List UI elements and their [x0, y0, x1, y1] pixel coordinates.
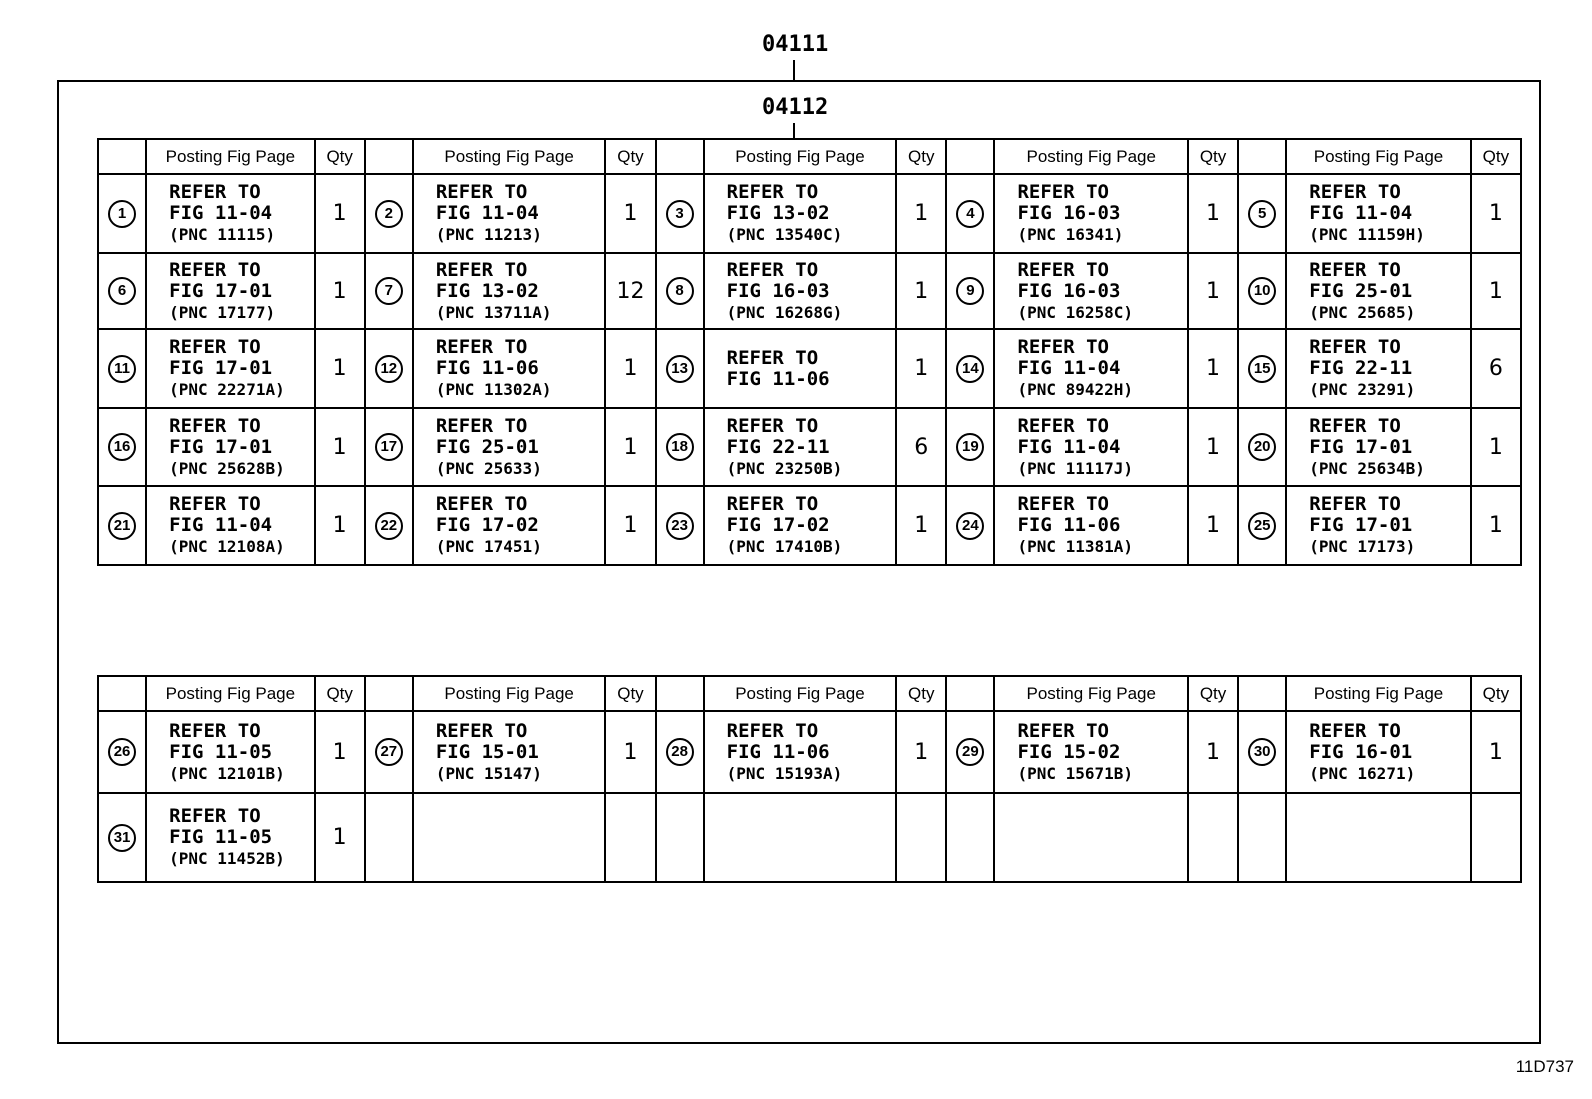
callout-cell [946, 329, 994, 408]
refer-to-text: REFER TO [726, 258, 819, 281]
callout-cell [98, 408, 146, 486]
callout-number: 13 [666, 355, 694, 383]
refer-to-text: REFER TO [169, 336, 261, 358]
qty-cell: 1 [1188, 174, 1238, 253]
pnc-text: (PNC 23291) [1309, 380, 1416, 399]
fig-page-text: FIG 15-01 [435, 740, 539, 763]
qty-cell [1471, 793, 1521, 882]
posting-fig-page-cell [994, 408, 1188, 486]
callout-number: 15 [1248, 355, 1276, 383]
header-qty: Qty [1471, 139, 1521, 174]
callout-number: 7 [375, 277, 403, 305]
refer-to-text: REFER TO [1309, 719, 1401, 742]
qty-cell: 1 [1471, 253, 1521, 329]
callout-number: 1 [108, 200, 136, 228]
header-posting-fig-page: Posting Fig Page [146, 676, 314, 711]
qty-cell: 1 [315, 253, 365, 329]
refer-to-text: REFER TO [435, 181, 528, 203]
posting-fig-page-cell [1286, 408, 1471, 486]
fig-page-text: FIG 11-05 [169, 740, 273, 763]
refer-to-text: REFER TO [1017, 719, 1109, 742]
callout-cell [946, 711, 994, 793]
callout-number: 2 [375, 200, 403, 228]
diagram-code: 11D737 [1515, 1057, 1574, 1076]
callout-cell [1238, 793, 1286, 882]
callout-cell [365, 793, 413, 882]
qty-cell: 1 [315, 329, 365, 408]
refer-to-text: REFER TO [1309, 414, 1401, 437]
callout-cell [98, 793, 146, 882]
callout-number: 14 [956, 355, 984, 383]
qty-cell: 1 [605, 408, 655, 486]
fig-page-text: FIG 13-02 [435, 279, 539, 302]
posting-fig-page-cell [1286, 329, 1471, 408]
callout-cell [98, 711, 146, 793]
callout-cell [656, 174, 704, 253]
posting-fig-page-cell [146, 711, 314, 793]
header-row [98, 139, 1521, 174]
posting-fig-page-cell [994, 329, 1188, 408]
header-qty: Qty [605, 139, 655, 174]
callout-number: 6 [108, 277, 136, 305]
callout-number: 12 [375, 355, 403, 383]
callout-number: 19 [956, 433, 984, 461]
fig-page-text: FIG 17-02 [726, 514, 830, 536]
qty-cell: 1 [605, 486, 655, 565]
fig-page-text: FIG 11-06 [726, 740, 830, 763]
fig-page-text: FIG 17-01 [169, 279, 273, 302]
pnc-text: (PNC 16341) [1017, 225, 1124, 244]
callout-number: 8 [666, 277, 694, 305]
header-blank [656, 676, 704, 711]
refer-to-text: REFER TO [169, 493, 261, 515]
header-posting-fig-page: Posting Fig Page [704, 139, 897, 174]
posting-fig-page-cell [146, 408, 314, 486]
callout-cell [98, 253, 146, 329]
callout-number: 16 [108, 433, 136, 461]
assembly-code-04111: 04111 [762, 32, 829, 57]
refer-to-text: REFER TO [1017, 493, 1109, 515]
posting-fig-page-cell [413, 711, 606, 793]
callout-number: 24 [956, 512, 984, 540]
refer-to-text: REFER TO [435, 258, 528, 281]
refer-to-text: REFER TO [1017, 258, 1109, 281]
posting-fig-page-cell [1286, 253, 1471, 329]
refer-to-text: REFER TO [1309, 493, 1401, 515]
fig-page-text: FIG 15-02 [1017, 740, 1121, 763]
qty-cell [896, 793, 946, 882]
header-qty: Qty [896, 676, 946, 711]
callout-cell [98, 174, 146, 253]
pnc-text: (PNC 11381A) [1017, 537, 1134, 556]
qty-cell: 1 [896, 486, 946, 565]
header-qty: Qty [315, 676, 365, 711]
pnc-text: (PNC 16268G) [726, 302, 843, 322]
callout-number: 3 [666, 200, 694, 228]
reference-table-1 [97, 138, 1522, 566]
posting-fig-page-cell [704, 408, 897, 486]
posting-fig-page-cell [1286, 711, 1471, 793]
fig-page-text: FIG 25-01 [435, 435, 539, 458]
header-posting-fig-page: Posting Fig Page [994, 676, 1188, 711]
callout-cell [1238, 329, 1286, 408]
assembly-code-04112: 04112 [762, 95, 829, 120]
qty-cell: 1 [1471, 174, 1521, 253]
pnc-text: (PNC 11117J) [1017, 458, 1134, 478]
callout-number: 29 [956, 738, 984, 766]
callout-number: 21 [108, 512, 136, 540]
qty-cell [605, 793, 655, 882]
fig-page-text: FIG 17-01 [169, 357, 273, 379]
posting-fig-page-cell [704, 174, 897, 253]
posting-fig-page-cell [994, 486, 1188, 565]
qty-cell: 1 [1188, 408, 1238, 486]
header-qty: Qty [1188, 139, 1238, 174]
header-posting-fig-page: Posting Fig Page [146, 139, 314, 174]
qty-cell: 1 [896, 711, 946, 793]
posting-fig-page-cell [704, 253, 897, 329]
callout-cell [656, 793, 704, 882]
posting-fig-page-cell [704, 329, 897, 408]
pnc-text: (PNC 17451) [435, 537, 542, 556]
posting-fig-page-cell [704, 486, 897, 565]
posting-fig-page-cell [994, 793, 1188, 882]
fig-page-text: FIG 25-01 [1309, 279, 1413, 302]
qty-cell: 12 [605, 253, 655, 329]
table-row [98, 711, 1521, 793]
fig-page-text: FIG 11-06 [435, 357, 539, 379]
callout-number: 20 [1248, 433, 1276, 461]
callout-number: 4 [956, 200, 984, 228]
pnc-text: (PNC 25685) [1309, 302, 1416, 322]
posting-fig-page-cell [1286, 793, 1471, 882]
fig-page-text: FIG 22-11 [726, 435, 830, 458]
qty-cell: 1 [605, 329, 655, 408]
refer-to-text: REFER TO [1017, 414, 1109, 437]
pnc-text: (PNC 15147) [435, 763, 542, 783]
fig-page-text: FIG 11-06 [1017, 514, 1121, 536]
refer-to-text: REFER TO [1309, 258, 1401, 281]
qty-cell: 1 [315, 711, 365, 793]
callout-cell [946, 408, 994, 486]
fig-page-text: FIG 17-02 [435, 514, 539, 536]
qty-cell: 1 [315, 408, 365, 486]
header-qty: Qty [1471, 676, 1521, 711]
leader-line-inner [793, 123, 795, 139]
refer-to-text: REFER TO [1017, 336, 1109, 358]
header-posting-fig-page: Posting Fig Page [704, 676, 897, 711]
qty-cell: 1 [1471, 711, 1521, 793]
posting-fig-page-cell [413, 174, 606, 253]
pnc-text: (PNC 25628B) [169, 458, 285, 478]
leader-line-outer [793, 60, 795, 80]
pnc-text: (PNC 11302A) [435, 380, 552, 399]
refer-to-text: REFER TO [726, 414, 819, 437]
fig-page-text: FIG 13-02 [726, 202, 830, 224]
fig-page-text: FIG 17-01 [1309, 514, 1413, 536]
callout-cell [365, 408, 413, 486]
callout-number: 30 [1248, 738, 1276, 766]
qty-cell: 1 [1188, 711, 1238, 793]
header-blank [365, 139, 413, 174]
header-row [98, 676, 1521, 711]
refer-to-text: REFER TO [169, 258, 261, 281]
fig-page-text: FIG 11-04 [169, 202, 273, 224]
posting-fig-page-cell [413, 329, 606, 408]
callout-cell [365, 486, 413, 565]
posting-fig-page-cell [1286, 174, 1471, 253]
fig-page-text: FIG 11-04 [1017, 357, 1121, 379]
posting-fig-page-cell [704, 793, 897, 882]
callout-cell [1238, 711, 1286, 793]
callout-number: 5 [1248, 200, 1276, 228]
refer-to-text: REFER TO [169, 719, 261, 742]
fig-page-text: FIG 11-06 [726, 367, 830, 390]
table-row [98, 486, 1521, 565]
fig-page-text: FIG 22-11 [1309, 357, 1413, 379]
header-blank [98, 139, 146, 174]
pnc-text: (PNC 23250B) [726, 458, 843, 478]
pnc-text: (PNC 16271) [1309, 763, 1416, 783]
qty-cell: 1 [1471, 408, 1521, 486]
fig-page-text: FIG 11-04 [435, 202, 539, 224]
posting-fig-page-cell [146, 793, 314, 882]
pnc-text: (PNC 11115) [169, 225, 276, 244]
header-blank [656, 139, 704, 174]
qty-cell [1188, 793, 1238, 882]
posting-fig-page-cell [413, 408, 606, 486]
fig-page-text: FIG 17-01 [169, 435, 273, 458]
fig-page-text: FIG 16-03 [1017, 202, 1121, 224]
pnc-text: (PNC 12108A) [169, 537, 285, 556]
pnc-text: (PNC 15671B) [1017, 763, 1134, 783]
pnc-text: (PNC 17173) [1309, 537, 1416, 556]
callout-cell [365, 174, 413, 253]
header-posting-fig-page: Posting Fig Page [413, 139, 606, 174]
pnc-text: (PNC 15193A) [726, 763, 843, 783]
header-blank [365, 676, 413, 711]
header-blank [1238, 139, 1286, 174]
header-posting-fig-page: Posting Fig Page [1286, 676, 1471, 711]
qty-cell: 1 [315, 793, 365, 882]
pnc-text: (PNC 16258C) [1017, 302, 1134, 322]
posting-fig-page-cell [994, 174, 1188, 253]
posting-fig-page-cell [146, 253, 314, 329]
pnc-text: (PNC 89422H) [1017, 380, 1134, 399]
qty-cell: 1 [315, 486, 365, 565]
posting-fig-page-cell [994, 253, 1188, 329]
callout-number: 31 [108, 824, 136, 852]
refer-to-text: REFER TO [726, 493, 819, 515]
qty-cell: 1 [896, 329, 946, 408]
callout-cell [656, 408, 704, 486]
header-qty: Qty [315, 139, 365, 174]
posting-fig-page-cell [1286, 486, 1471, 565]
header-qty: Qty [1188, 676, 1238, 711]
qty-cell: 1 [896, 174, 946, 253]
fig-page-text: FIG 11-04 [1309, 202, 1413, 224]
refer-to-text: REFER TO [726, 181, 819, 203]
pnc-text: (PNC 13540C) [726, 225, 843, 244]
callout-cell [656, 486, 704, 565]
qty-cell: 1 [896, 253, 946, 329]
qty-cell: 1 [315, 174, 365, 253]
qty-cell: 1 [1188, 329, 1238, 408]
callout-number: 26 [108, 738, 136, 766]
qty-cell: 1 [605, 174, 655, 253]
refer-to-text: REFER TO [169, 181, 261, 203]
pnc-text: (PNC 13711A) [435, 302, 552, 322]
posting-fig-page-cell [413, 253, 606, 329]
table-row [98, 793, 1521, 882]
fig-page-text: FIG 16-03 [1017, 279, 1121, 302]
fig-page-text: FIG 16-01 [1309, 740, 1413, 763]
posting-fig-page-cell [704, 711, 897, 793]
pnc-text: (PNC 22271A) [169, 380, 285, 399]
fig-page-text: FIG 11-04 [1017, 435, 1121, 458]
refer-to-text: REFER TO [169, 805, 261, 827]
callout-cell [1238, 174, 1286, 253]
callout-number: 23 [666, 512, 694, 540]
posting-fig-page-cell [994, 711, 1188, 793]
refer-to-text: REFER TO [435, 414, 528, 437]
callout-number: 11 [108, 355, 136, 383]
posting-fig-page-cell [146, 174, 314, 253]
callout-cell [98, 486, 146, 565]
posting-fig-page-cell [146, 486, 314, 565]
refer-to-text: REFER TO [1309, 336, 1401, 358]
posting-fig-page-cell [413, 486, 606, 565]
pnc-text: (PNC 11159H) [1309, 225, 1425, 244]
refer-to-text: REFER TO [435, 493, 528, 515]
refer-to-text: REFER TO [1309, 181, 1401, 203]
fig-page-text: FIG 17-01 [1309, 435, 1413, 458]
header-qty: Qty [605, 676, 655, 711]
qty-cell: 1 [605, 711, 655, 793]
fig-page-text: FIG 16-03 [726, 279, 830, 302]
refer-to-text: REFER TO [1017, 181, 1109, 203]
pnc-text: (PNC 11213) [435, 225, 542, 244]
callout-number: 25 [1248, 512, 1276, 540]
header-posting-fig-page: Posting Fig Page [994, 139, 1188, 174]
callout-number: 9 [956, 277, 984, 305]
qty-cell: 1 [1188, 253, 1238, 329]
table-row [98, 408, 1521, 486]
callout-cell [365, 329, 413, 408]
callout-cell [656, 711, 704, 793]
qty-cell: 6 [896, 408, 946, 486]
qty-cell: 6 [1471, 329, 1521, 408]
callout-cell [946, 793, 994, 882]
fig-page-text: FIG 11-05 [169, 826, 273, 848]
qty-cell: 1 [1188, 486, 1238, 565]
pnc-text: (PNC 11452B) [169, 849, 285, 868]
refer-to-text: REFER TO [435, 336, 528, 358]
callout-number: 18 [666, 433, 694, 461]
callout-cell [656, 329, 704, 408]
pnc-text: (PNC 12101B) [169, 763, 285, 783]
callout-cell [946, 486, 994, 565]
table-row [98, 174, 1521, 253]
callout-number: 17 [375, 433, 403, 461]
refer-to-text: REFER TO [726, 346, 819, 369]
header-posting-fig-page: Posting Fig Page [1286, 139, 1471, 174]
table-row [98, 253, 1521, 329]
pnc-text: (PNC 25634B) [1309, 458, 1425, 478]
header-qty: Qty [896, 139, 946, 174]
fig-page-text: FIG 11-04 [169, 514, 273, 536]
posting-fig-page-cell [413, 793, 606, 882]
header-blank [946, 139, 994, 174]
refer-to-text: REFER TO [169, 414, 261, 437]
header-blank [98, 676, 146, 711]
callout-cell [1238, 486, 1286, 565]
qty-cell: 1 [1471, 486, 1521, 565]
callout-cell [1238, 408, 1286, 486]
reference-table-2 [97, 675, 1522, 883]
callout-number: 22 [375, 512, 403, 540]
table-row [98, 329, 1521, 408]
callout-cell [98, 329, 146, 408]
callout-cell [946, 174, 994, 253]
header-blank [1238, 676, 1286, 711]
refer-to-text: REFER TO [726, 719, 819, 742]
callout-cell [365, 711, 413, 793]
refer-to-text: REFER TO [435, 719, 528, 742]
header-blank [946, 676, 994, 711]
pnc-text: (PNC 17177) [169, 302, 276, 322]
callout-number: 28 [666, 738, 694, 766]
callout-number: 27 [375, 738, 403, 766]
posting-fig-page-cell [146, 329, 314, 408]
pnc-text: (PNC 25633) [435, 458, 542, 478]
callout-cell [1238, 253, 1286, 329]
header-posting-fig-page: Posting Fig Page [413, 676, 606, 711]
callout-number: 10 [1248, 277, 1276, 305]
callout-cell [946, 253, 994, 329]
pnc-text: (PNC 17410B) [726, 537, 843, 556]
callout-cell [656, 253, 704, 329]
callout-cell [365, 253, 413, 329]
